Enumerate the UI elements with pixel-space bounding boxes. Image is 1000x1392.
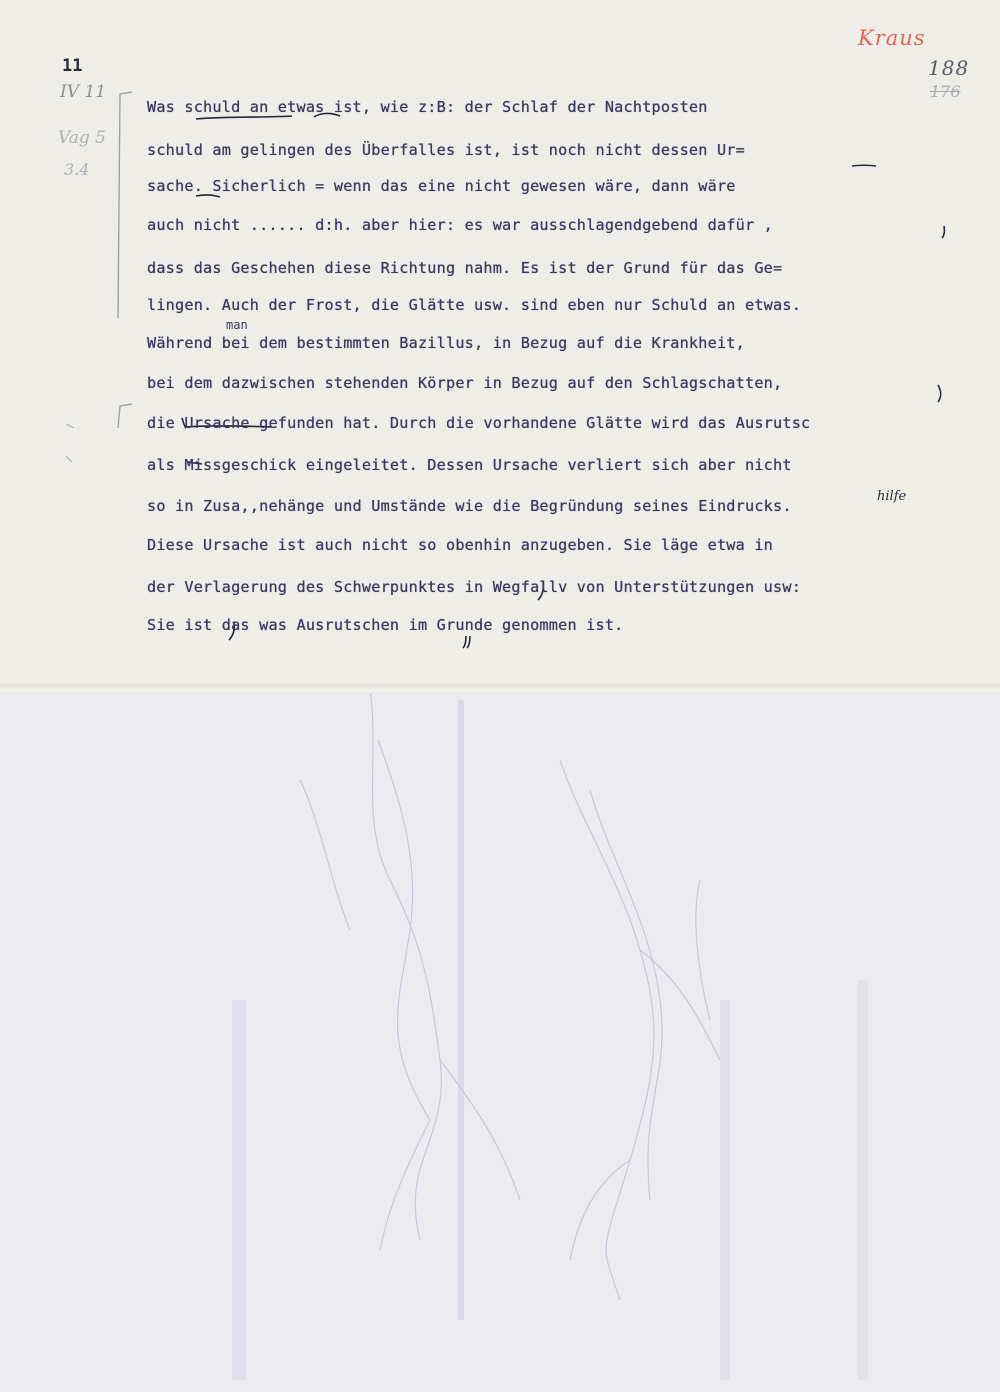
typed-line-5: dass das Geschehen diese Richtung nahm. Es ist der Grund für das Ge= [147,259,783,277]
typed-line-6: lingen. Auch der Frost, die Glätte usw. sind eben nur Schuld an etwas. [147,296,802,314]
typed-line-4: auch nicht ...... d:h. aber hier: es war ausschlagendgebend dafür , [147,216,774,234]
typed-line-11: so in Zusa,,nehänge und Umstände wie die Begründung seines Eindrucks. [147,497,792,515]
typed-line-10: als Missgeschick eingeleitet. Dessen Ursache verliert sich aber nicht [147,456,792,474]
typed-line-8: bei dem dazwischen stehenden Körper in Bezug auf den Schlagschatten, [147,374,783,392]
margin-note-1: IV 11 [60,82,107,102]
typed-line-14: Sie ist das was Ausrutschen im Grunde genommen ist. [147,616,624,634]
typed-line-7: Während bei dem bestimmten Bazillus, in Bezug auf die Krankheit, [147,334,745,352]
typed-line-9: die Ursache gefunden hat. Durch die vorhandene Glätte wird das Ausrutsc [147,414,811,432]
typed-line-13: der Verlagerung des Schwerpunktes in Wegfallv von Unterstützungen usw: [147,578,802,596]
insertion-man: man [226,318,248,332]
insertion-hilfe: hilfe [877,489,907,504]
folio-number: 188 [928,56,970,80]
typed-line-3: sache. Sicherlich = wenn das eine nicht gewesen wäre, dann wäre [147,177,736,195]
typed-line-12: Diese Ursache ist auch nicht so obenhin anzugeben. Sie läge etwa in [147,536,774,554]
margin-note-2: Vag 5 [58,128,106,148]
folio-number-old: 176 [930,82,961,101]
page-number: 11 [62,56,83,76]
typed-line-2: schuld am gelingen des Überfalles ist, ist noch nicht dessen Ur= [147,141,745,159]
typed-line-1: Was schuld an etwas ist, wie z:B: der Schlaf der Nachtposten [147,98,708,116]
margin-note-3: 3.4 [64,160,90,179]
archive-mark: Kraus [858,26,926,50]
